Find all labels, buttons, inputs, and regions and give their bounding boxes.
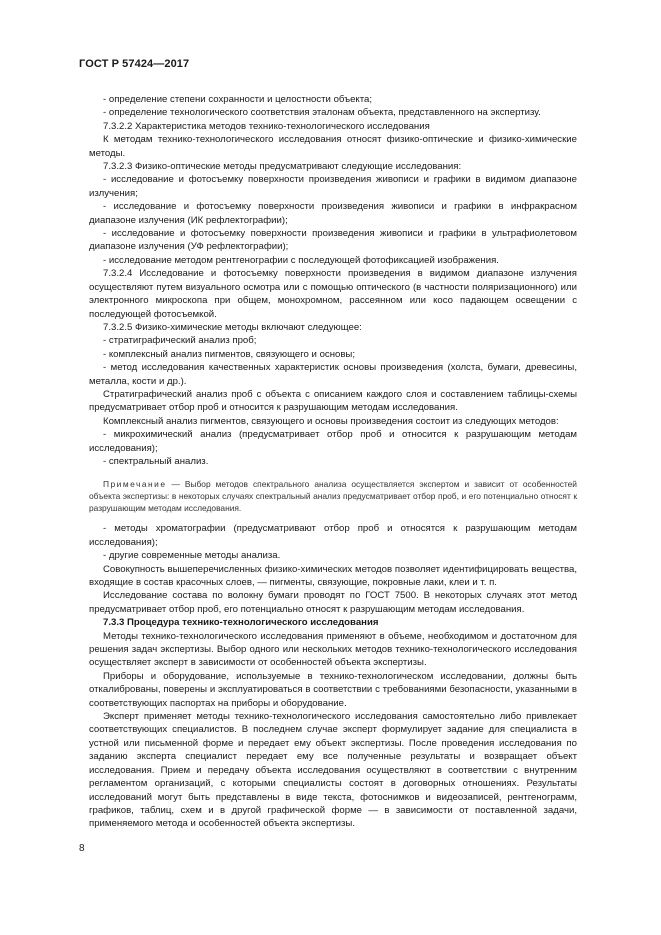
document-body [89, 93, 577, 831]
note-text: — Выбор методов спектрального анализа осуществляется экспертом и зависит от особенностей объекта экспертизы: в некоторых случаях спектральный анализ предусматривает отбор проб, и его потенциально относят к разрушающим методам исследования. [89, 479, 577, 514]
paragraph-methods: К методам технико-технологического исследования относят физико-оптические и физико-химические методы. [89, 134, 577, 159]
list-item-complex-analysis: - комплексный анализ пигментов, связующего и основы; [103, 348, 355, 360]
note [89, 478, 577, 514]
paragraph-scope: Методы технико-технологического исследования применяют в объеме, необходимом и достаточном для решения задач экспертизы. Выбор одного или нескольких методов технико-технологического исследования осуществляет эксперт в зависимости от особенностей объекта экспертизы. [89, 630, 577, 669]
list-item-visible: - исследование и фотосъемку поверхности произведения живописи и графики в видимом диапазоне излучения; [89, 174, 577, 199]
section-title: 7.3.3 Процедура технико-технологического исследования [103, 617, 379, 629]
list-item-chromatography: - методы хроматографии (предусматривают отбор проб и относятся к разрушающим методам исследования); [89, 523, 577, 548]
note-label: Примечание [103, 479, 167, 490]
list-item-microchemical: - микрохимический анализ (предусматривает отбор проб и относится к разрушающим методам исследования); [89, 429, 577, 454]
list-item-other-methods: - другие современные методы анализа. [103, 550, 281, 562]
list-item-xray: - исследование методом рентгенографии с последующей фотофиксацией изображения. [103, 254, 499, 266]
list-item-base-analysis: - метод исследования качественных характеристик основы произведения (холста, бумаги, древесины, металла, кости и др.). [89, 362, 577, 387]
list-item-stratigraphy: - стратиграфический анализ проб; [103, 335, 257, 347]
paragraph-complex-analysis: Комплексный анализ пигментов, связующего и основы произведения состоит из следующих методов: [103, 415, 559, 427]
document-header: ГОСТ Р 57424—2017 [79, 58, 190, 70]
list-item-spectral: - спектральный анализ. [103, 455, 209, 467]
clause-7-3-2-4: 7.3.2.4 Исследование и фотосъемку поверхности произведения в видимом диапазоне излучения осуществляют путем визуального осмотра или с помощью оптического (в частности поляризационного) или электронного микроскопа при общем, монохромном, рассеянном или косо падающем освещении с последующей фотосъемкой. [89, 268, 577, 320]
clause-7-3-2-3: 7.3.2.3 Физико-оптические методы предусматривают следующие исследования: [103, 161, 462, 173]
list-item-preservation: - определение степени сохранности и целостности объекта; [103, 94, 373, 105]
list-item-conformity: - определение технологического соответствия эталонам объекта, представленного на экспертизу. [103, 107, 541, 119]
page-number: 8 [79, 843, 85, 854]
list-item-ultraviolet: - исследование и фотосъемку поверхности произведения живописи и графики в ультрафиолетовом диапазоне излучения (УФ рефлектографии); [89, 228, 577, 253]
clause-7-3-2-5: 7.3.2.5 Физико-химические методы включают следующее: [103, 321, 362, 333]
clause-7-3-2-2: 7.3.2.2 Характеристика методов технико-технологического исследования [103, 120, 430, 132]
list-item-infrared: - исследование и фотосъемку поверхности произведения живописи и графики в инфракрасном диапазоне излучения (ИК рефлектографии); [89, 201, 577, 226]
paragraph-identification: Совокупность вышеперечисленных физико-химических методов позволяет идентифицировать вещества, входящие в состав красочных слоев, — пигменты, связующие, покровные лаки, клеи и т. п. [89, 563, 577, 588]
paragraph-paper-fiber: Исследование состава по волокну бумаги проводят по ГОСТ 7500. В некоторых случаях этот метод предусматривает отбор проб, его потенциально относят к разрушающим методам исследования. [89, 590, 577, 615]
paragraph-equipment: Приборы и оборудование, используемые в технико-технологическом исследовании, должны быть откалиброваны, поверены и эксплуатироваться в соответствии с требованиями безопасности, указанными в соответствующих паспортах на приборы и оборудование. [89, 670, 577, 709]
paragraph-specialists: Эксперт применяет методы технико-технологического исследования самостоятельно либо привлекает соответствующих специалистов. В последнем случае эксперт формулирует задание для специалиста в устной или письменной форме и передает ему объект экспертизы. После проведения исследования по заданию эксперта специалист передает ему все полученные результаты и возвращает объект исследования. Прием и передачу объекта исследования осуществляют в соответствии с внутренним регламентом организаций, с которыми специалисты состоят в договорных отношениях. Результаты исследований могут быть представлены в виде текста, фотоснимков и видеозаписей, рентгенограмм, графиков, таблиц, схем и в другой графической форме — в зависимости от поставленной задачи, применяемого метода и особенностей объекта экспертизы. [89, 711, 577, 830]
paragraph-stratigraphy: Стратиграфический анализ проб с объекта с описанием каждого слоя и составлением таблицы-схемы предусматривает отбор проб и относится к разрушающим методам исследования. [89, 388, 577, 414]
